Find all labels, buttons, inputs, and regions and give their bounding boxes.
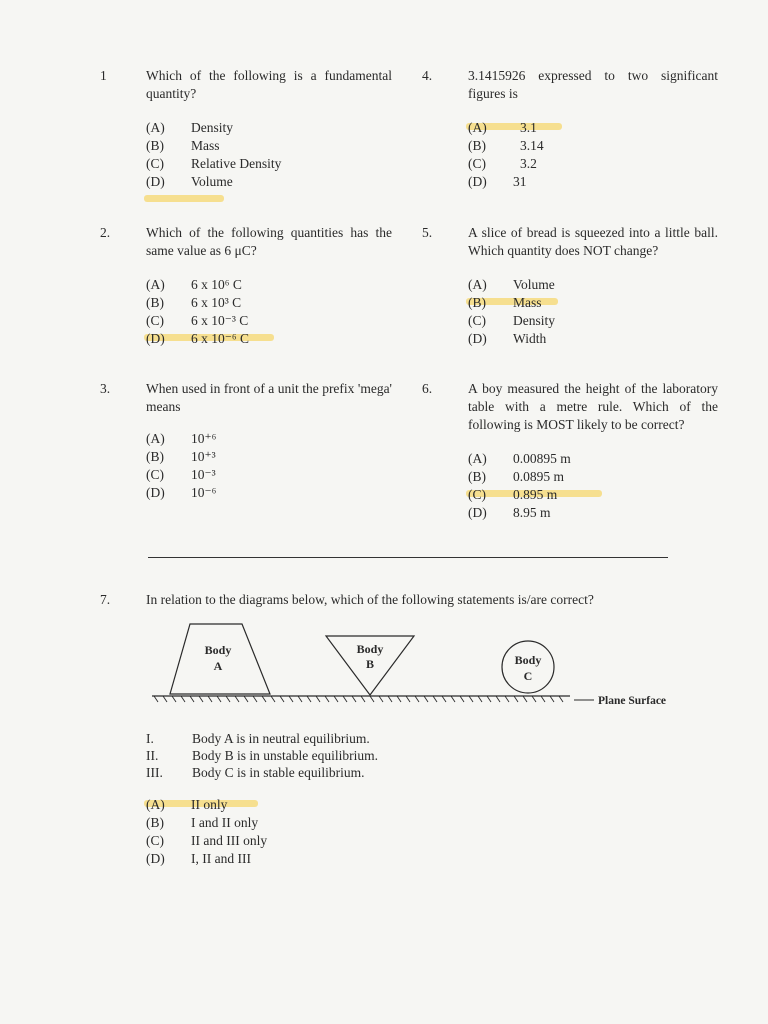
hatch-mark — [334, 696, 338, 702]
question-number: 5. — [422, 225, 433, 240]
body-c-label: Body — [514, 653, 542, 667]
hatch-mark — [406, 696, 410, 702]
question-stem: In relation to the diagrams below, which of the following statements is/are correct? — [146, 592, 594, 607]
surface-label: Plane Surface — [598, 695, 667, 707]
hatch-mark — [514, 696, 518, 702]
hatch-mark — [325, 696, 329, 702]
hatch-mark — [370, 696, 374, 702]
hatch-mark — [262, 696, 266, 702]
hatch-mark — [208, 696, 212, 702]
hatch-mark — [505, 696, 509, 702]
hatch-mark — [253, 696, 257, 702]
hatch-mark — [154, 696, 158, 702]
hatch-mark — [163, 696, 167, 702]
question-number: 4. — [422, 68, 433, 83]
question-number: 3. — [100, 381, 111, 396]
hatch-mark — [397, 696, 401, 702]
hatch-mark — [433, 696, 437, 702]
exam-page: 1 Which of the following is a fundamental quantity? (A) Density (B) Mass (C) Relative Density (D) Volume 4. 3.1415926 expressed to two significant figures is (A) 3.1 (B) 3.14 (C) 3.2 (D) 31 2. Which of the following quantities has the same value as 6 μC? (A) 6 x 10⁶ C (B) 6 x 10³ C (C) 6 x 10⁻³ C (D) 6 x 10⁻⁶ C 5. A slice of bread is squeezed into a little ball. Which quantity does NOT change? (A) Volume (B) Mass (C) Density (D) Width 3. When used in front of a unit the prefix 'mega' means (A) 10⁺⁶ (B) 10⁺³ (C) 10⁻³ (D) 10⁻⁶ 6. A boy measured the height of the laboratory table with a metre rule. Which of the following is MOST likely to be correct? (A) 0.00895 m (B) 0.0895 m (C) 0.895 m (D) 8.95 m 7. In relation to the diagrams below, which of the following statements is/are correct? Body A Body B Body C Plane Surface I. Body A is in neutral equilibrium. II. Body B is in unstable equilibrium. III. Body C is in stable equilibrium. (A) II only (B) I and II only (C) II and III only (D) I, II and III — [100, 68, 718, 866]
question-stem: A boy measured the height of the laboratory table with a metre rule. Which of the following is MOST likely to be correct? — [468, 381, 718, 432]
hatch-mark — [226, 696, 230, 702]
hatch-mark — [442, 696, 446, 702]
hatch-mark — [307, 696, 311, 702]
equilibrium-diagram — [146, 612, 706, 717]
hatch-mark — [316, 696, 320, 702]
question-stem: When used in front of a unit the prefix 'mega' means — [146, 381, 392, 414]
body-c-label: C — [523, 669, 533, 683]
hatch-mark — [451, 696, 455, 702]
hatch-mark — [469, 696, 473, 702]
hatch-mark — [487, 696, 491, 702]
hatch-mark — [343, 696, 347, 702]
hatch-mark — [424, 696, 428, 702]
section-divider — [148, 557, 668, 558]
body-c-shape — [502, 641, 554, 693]
question-stem: A slice of bread is squeezed into a little ball. Which quantity does NOT change? — [468, 225, 718, 258]
hatch-mark — [523, 696, 527, 702]
hatch-mark — [199, 696, 203, 702]
question-stem: 3.1415926 expressed to two significant figures is — [468, 68, 718, 101]
hatch-mark — [496, 696, 500, 702]
hatch-mark — [550, 696, 554, 702]
hatch-mark — [271, 696, 275, 702]
hatch-mark — [289, 696, 293, 702]
body-a-label: A — [213, 659, 223, 673]
surface-hatching — [154, 696, 563, 702]
hatch-mark — [559, 696, 563, 702]
hatch-mark — [388, 696, 392, 702]
question-number: 2. — [100, 225, 111, 240]
hatch-mark — [172, 696, 176, 702]
question-number: 6. — [422, 381, 433, 396]
hatch-mark — [280, 696, 284, 702]
hatch-mark — [379, 696, 383, 702]
body-a-label: Body — [204, 643, 232, 657]
hatch-mark — [217, 696, 221, 702]
hatch-mark — [235, 696, 239, 702]
question-stem: Which of the following is a fundamental quantity? — [146, 68, 392, 101]
hatch-mark — [190, 696, 194, 702]
question-number: 7. — [100, 592, 111, 607]
hatch-mark — [478, 696, 482, 702]
hatch-mark — [460, 696, 464, 702]
body-b-label: Body — [356, 642, 384, 656]
hatch-mark — [532, 696, 536, 702]
hatch-mark — [541, 696, 545, 702]
hatch-mark — [244, 696, 248, 702]
hatch-mark — [181, 696, 185, 702]
hatch-mark — [298, 696, 302, 702]
question-stem: Which of the following quantities has the same value as 6 μC? — [146, 225, 392, 258]
hatch-mark — [352, 696, 356, 702]
hatch-mark — [415, 696, 419, 702]
hatch-mark — [361, 696, 365, 702]
body-b-label: B — [365, 657, 375, 671]
question-number: 1 — [100, 68, 107, 83]
